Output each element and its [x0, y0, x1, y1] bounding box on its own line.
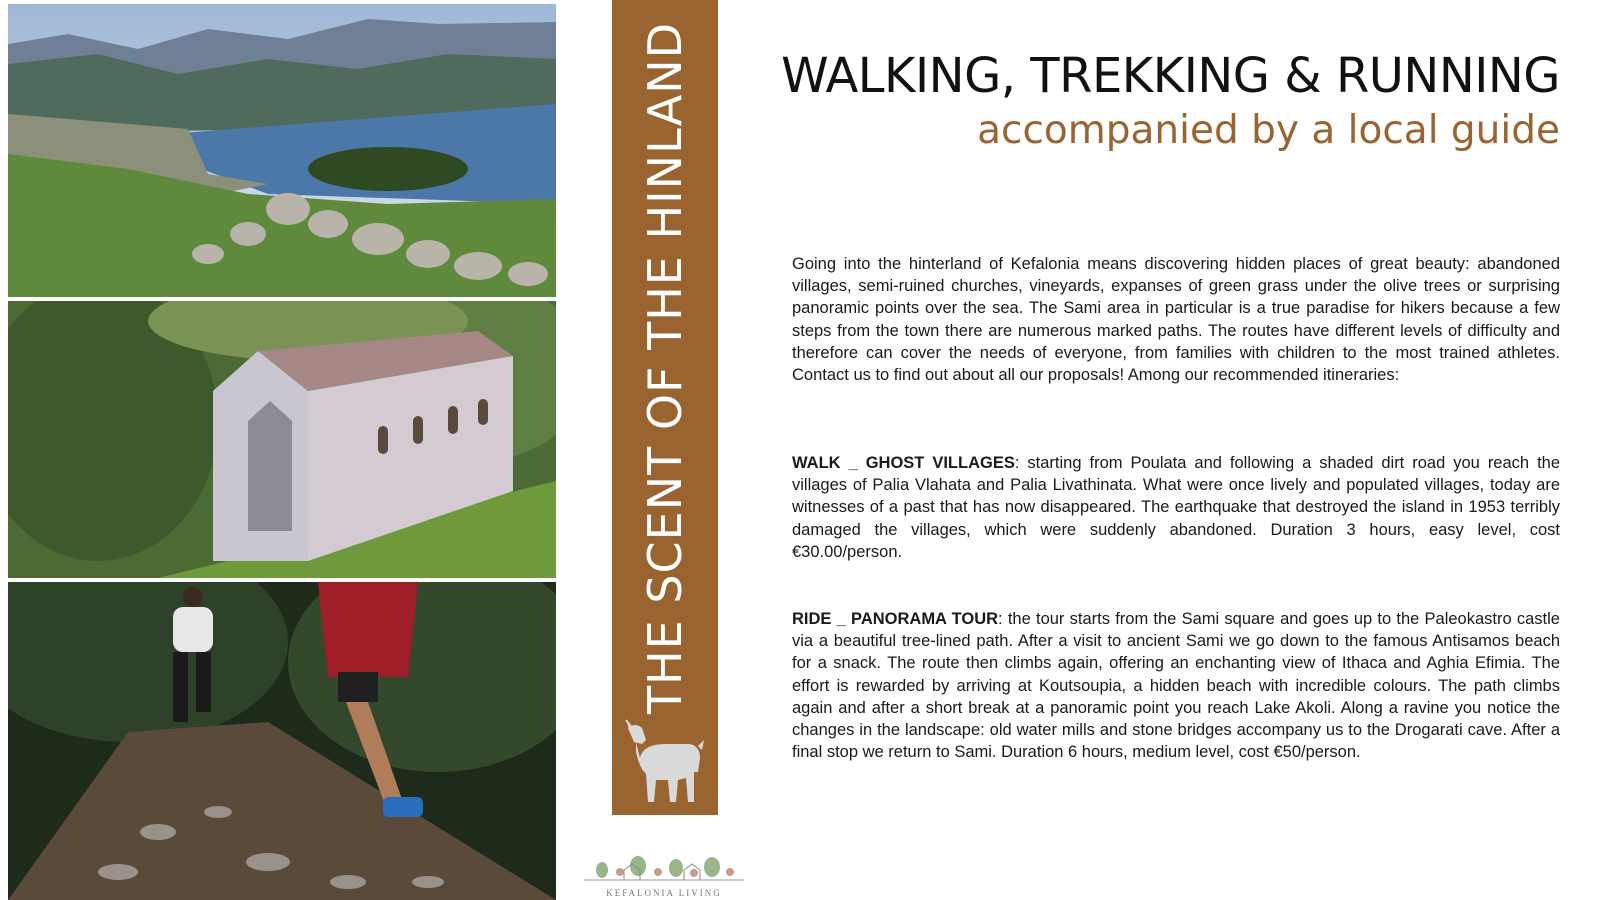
walk-itinerary-heading: WALK _ GHOST VILLAGES: [792, 454, 1015, 472]
kefalonia-living-logo: [580, 852, 748, 898]
logo-text: KEFALONIA LIVING: [606, 888, 722, 898]
intro-paragraph: Going into the hinterland of Kefalonia means discovering hidden places of great beauty: abandoned villages, semi-ruined churches, vineyards, expanses of green grass under the olive trees or surprising panoramic points over the sea. The Sami area in particular is a true paradise for hikers because a few steps from the town there are numerous marked paths. The routes have different levels of difficulty and therefore can cover the needs of everyone, from families with children to the most trained athletes. Contact us to find out about all our proposals! Among our recommended itineraries:: [792, 255, 1560, 385]
vertical-title: THE SCENT OF THE HINLAND: [638, 21, 692, 715]
walk-itinerary-text: : starting from Poulata and following a shaded dirt road you reach the villages of Palia Vlahata and Palia Livathinata. What were once lively and populated villages, today are witnesses of a past that has now disappeared. The earthquake that destroyed the island in 1953 terribly damaged the villages, which were suddenly abandoned. Duration 3 hours, easy level, cost €30.00/person.: [792, 454, 1561, 561]
walk-itinerary-paragraph: [792, 452, 1560, 563]
ruined-church-photo: [8, 301, 556, 578]
page-subtitle: accompanied by a local guide: [977, 108, 1560, 153]
trail-runners-photo: [8, 582, 556, 900]
bay-landscape-photo: [8, 4, 556, 297]
vertical-title-band: [612, 0, 718, 815]
logo-graphic: [580, 852, 748, 884]
ride-itinerary-paragraph: [792, 608, 1560, 763]
page-title: WALKING, TREKKING & RUNNING: [781, 48, 1560, 104]
ride-itinerary-heading: RIDE _ PANORAMA TOUR: [792, 610, 999, 628]
goat-icon: [622, 718, 704, 806]
ride-itinerary-text: : the tour starts from the Sami square and goes up to the Paleokastro castle via a beautiful tree-lined path. After a visit to ancient Sami we go down to the famous Antisamos beach for a snack. The route then climbs again, offering an enchanting view of Ithaca and Aghia Efimia. The effort is rewarded by arriving at Koutsoupia, a hidden beach with incredible colours. The path climbs again and after a short break at a panoramic point you reach Lake Akoli. Along a ravine you notice the changes in the landscape: old water mills and stone bridges accompany us to the Drogarati cave. After a final stop we return to Sami. Duration 6 hours, medium level, cost €50/person.: [792, 610, 1560, 762]
